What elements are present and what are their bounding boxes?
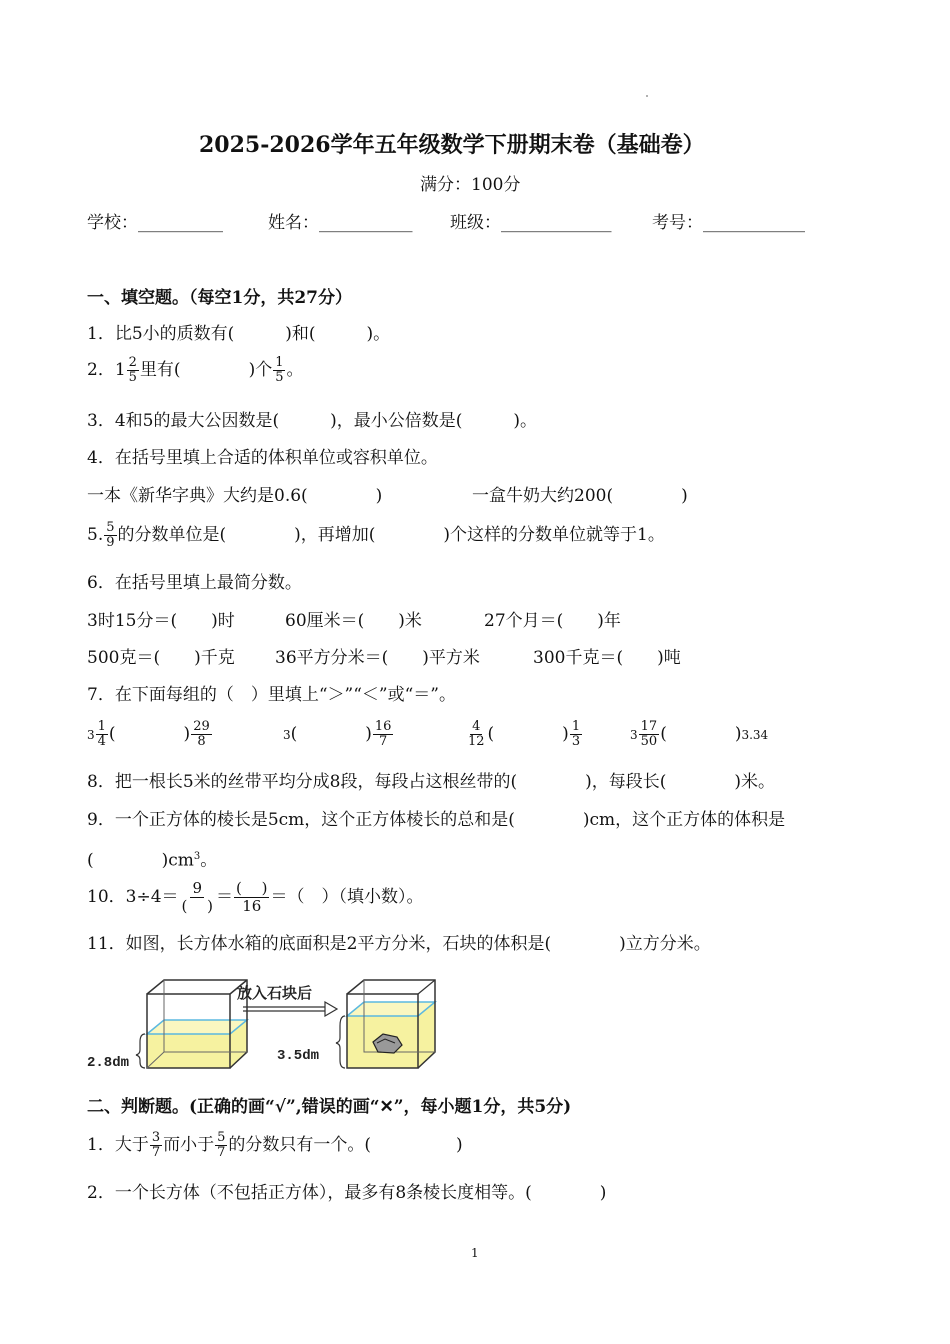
section1-heading: 一、填空题。（每空1分，共27分） [87, 288, 352, 308]
decimal-value: 3.34 [741, 728, 769, 742]
question-1-9a: 9．一个正方体的棱长是5cm，这个正方体棱长的总和是( )cm，这个正方体的体积是 [87, 810, 786, 830]
field-name [268, 212, 413, 234]
q-text: ( )cm [87, 850, 194, 871]
fraction [466, 720, 487, 749]
q7-item3 [465, 720, 583, 749]
field-blank: ____________ [703, 213, 805, 233]
exponent: 3 [193, 851, 201, 862]
field-blank: _____________ [501, 213, 612, 233]
denominator: 8 [197, 734, 206, 749]
denominator: ( ) [181, 897, 213, 915]
mixed-whole: 1 [114, 360, 126, 380]
field-blank: __________ [138, 213, 223, 233]
q-end: ＝（ ）（填小数）。 [270, 887, 424, 907]
denominator: 7 [151, 1145, 161, 1160]
whole-number: 3 [283, 728, 291, 742]
page-number: 1 [471, 1246, 479, 1260]
left-height-label: 2.8dm [87, 1055, 130, 1071]
q-text: 里有( )个 [139, 360, 273, 380]
fraction [373, 720, 394, 749]
denominator: 50 [640, 734, 658, 749]
q6-row2-item2: 36平方分米＝( )平方米 [275, 648, 480, 668]
denominator: 3 [571, 734, 581, 749]
q6-row1-item1: 3时15分＝( )时 [87, 611, 235, 631]
question-1-11: 11．如图，长方体水箱的底面积是2平方分米，石块的体积是( )立方分米。 [87, 934, 711, 954]
numerator: 16 [374, 719, 392, 734]
q-text: 而小于 [163, 1135, 215, 1155]
denominator: 5 [275, 370, 284, 385]
question-1-4a: 一本《新华字典》大约是0.6( ) [87, 486, 383, 506]
right-height-brace [336, 1016, 345, 1068]
q-prefix: 5. [87, 525, 104, 545]
fraction [191, 720, 212, 749]
numerator: 17 [640, 719, 658, 734]
water-surface [147, 1020, 247, 1034]
question-1-5 [87, 521, 665, 550]
fraction [127, 356, 139, 385]
q-prefix: 1．大于 [87, 1135, 149, 1155]
mixed-whole: 3 [87, 728, 95, 742]
fraction [273, 356, 285, 385]
denominator: 12 [468, 734, 485, 749]
field-exam-id [652, 212, 805, 234]
numerator: 1 [571, 719, 581, 734]
numerator: ( ) [236, 879, 268, 897]
tank-edge [418, 980, 435, 994]
q-text: 的分数单位是( )，再增加( )个这样的分数单位就等于1。 [117, 525, 665, 545]
numerator: 1 [97, 719, 106, 734]
field-school [87, 212, 223, 234]
answer-blank: ( ) [487, 724, 569, 744]
question-1-4: 4．在括号里填上合适的体积单位或容积单位。 [87, 448, 438, 468]
question-1-4b: 一盒牛奶大约200( ) [472, 486, 688, 506]
denominator: 9 [106, 535, 115, 550]
field-label: 姓名： [268, 213, 319, 233]
page-title: 2025-2026学年五年级数学下册期末卷（基础卷） [199, 132, 705, 158]
field-blank: ___________ [319, 213, 413, 233]
water-tank-figure [85, 970, 445, 1080]
question-1-2 [87, 356, 303, 385]
question-1-3: 3．4和5的最大公因数是( )，最小公倍数是( )。 [87, 411, 537, 431]
denominator: 5 [128, 370, 137, 385]
left-height-brace [136, 1034, 145, 1068]
fraction [215, 1131, 227, 1160]
denominator: 7 [217, 1145, 226, 1160]
right-height-label: 3.5dm [277, 1048, 320, 1064]
mixed-whole: 3 [630, 728, 638, 742]
question-1-1: 1．比5小的质数有( )和( )。 [87, 324, 391, 344]
q6-row2-item3: 300千克＝( )吨 [533, 648, 681, 668]
fraction [639, 720, 660, 749]
fraction [234, 880, 269, 915]
question-1-7: 7．在下面每组的（ ）里填上“＞”“＜”或“＝”。 [87, 685, 456, 705]
fraction [180, 880, 215, 915]
question-1-6: 6．在括号里填上最简分数。 [87, 573, 302, 593]
q-end: 。 [200, 850, 218, 871]
denominator: 7 [379, 734, 388, 749]
right-tank [336, 980, 435, 1068]
fraction [96, 720, 108, 749]
q-end: 的分数只有一个。( ) [228, 1135, 463, 1155]
answer-blank: ( ) [290, 724, 372, 744]
q6-row1-item2: 60厘米＝( )米 [285, 611, 422, 631]
field-label: 学校： [87, 213, 138, 233]
section2-heading: 二、判断题。(正确的画“√”,错误的画“✕”，每小题1分，共5分) [87, 1097, 572, 1117]
numerator: 9 [192, 879, 203, 897]
arrow-icon [243, 1002, 337, 1016]
fraction [150, 1131, 162, 1160]
q6-row1-item3: 27个月＝( )年 [484, 611, 621, 631]
q-end: 。 [286, 360, 304, 380]
q7-item2 [283, 720, 394, 749]
q6-row2-item1: 500克＝( )千克 [87, 648, 235, 668]
fraction [104, 521, 116, 550]
fraction [570, 720, 582, 749]
q-prefix: 2． [87, 360, 115, 380]
q7-item1 [87, 720, 213, 749]
stray-dot [646, 95, 648, 97]
q-prefix: 10．3÷4＝ [87, 887, 179, 907]
equals-sign: ＝ [216, 887, 233, 907]
question-2-1 [87, 1131, 463, 1160]
denominator: 4 [97, 734, 106, 749]
question-1-9b [87, 846, 217, 872]
numerator: 5 [217, 1130, 226, 1145]
numerator: 29 [193, 719, 210, 734]
answer-blank: ( ) [660, 724, 742, 744]
numerator: 4 [472, 719, 481, 734]
field-class [450, 212, 612, 234]
q7-item4 [630, 720, 768, 749]
question-1-8: 8．把一根长5米的丝带平均分成8段，每段占这根丝带的( )，每段长( )米。 [87, 772, 775, 792]
numerator: 1 [275, 355, 284, 370]
full-score: 满分：100分 [420, 175, 521, 195]
numerator: 2 [128, 355, 137, 370]
arrow-label: 放入石块后 [237, 984, 313, 1002]
denominator: 16 [242, 897, 262, 915]
field-label: 考号： [652, 213, 703, 233]
question-2-2: 2．一个长方体（不包括正方体），最多有8条棱长度相等。( ) [87, 1183, 607, 1203]
numerator: 3 [151, 1130, 161, 1145]
question-1-10 [87, 880, 423, 915]
answer-blank: ( ) [108, 724, 191, 744]
numerator: 5 [106, 520, 115, 535]
left-tank [136, 980, 247, 1068]
field-label: 班级： [450, 213, 501, 233]
